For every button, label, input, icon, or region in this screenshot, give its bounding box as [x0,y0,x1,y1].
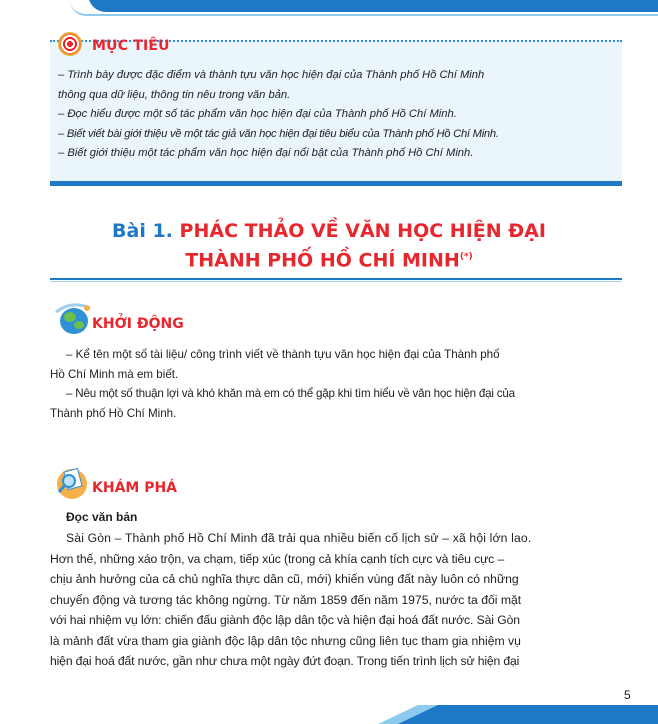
warmup-text [50,345,622,423]
top-band [0,0,658,22]
explore-title: KHÁM PHÁ [92,480,178,496]
top-band-blue [88,0,658,12]
body-line: hiện đại hoá đất nước, gần như chưa một ngày đứt đoạn. Trong tiến trình lịch sử hiện đại [50,654,520,668]
objective-line: – Đọc hiểu được một số tác phẩm văn học hiện đại của Thành phố Hồ Chí Minh. [58,108,457,120]
footer-stripe [398,705,658,724]
objective-line: – Trình bày được đặc điểm và thành tựu văn học hiện đại của Thành phố Hồ Chí Minh [58,69,485,81]
warmup-title: KHỞI ĐỘNG [92,316,184,332]
lesson-title [0,218,658,273]
lesson-title-line2: THÀNH PHỐ HỒ CHÍ MINH [185,249,460,272]
warmup-line: – Kể tên một số tài liệu/ công trình viết về thành tựu văn học hiện đại của Thành phố [66,348,500,361]
page-number: 5 [624,688,631,702]
footnote-mark: (*) [459,252,473,262]
warmup-line: Thành phố Hồ Chí Minh. [50,406,177,420]
body-line: chuyển động và tương tác không ngừng. Từ năm 1859 đến năm 1975, nước ta đối mặt [50,592,522,607]
warmup-line: Hồ Chí Minh mà em biết. [50,367,179,381]
lesson-number: Bài 1. [112,220,173,242]
objectives-title: MỤC TIÊU [92,38,170,54]
title-divider-shadow [50,281,622,282]
title-divider [50,278,622,280]
reading-subheading: Đọc văn bản [66,510,138,524]
body-line: Hơn thế, những xáo trộn, va chạm, tiếp xúc (trong cả khía cạnh tích cực và tiêu cực – [50,551,505,566]
globe-icon [52,300,92,336]
warmup-line: – Nêu một số thuận lợi và khó khăn mà em có thể gặp khi tìm hiểu về văn học hiện đại của [66,387,515,400]
target-icon [58,32,82,56]
lesson-title-line1: PHÁC THẢO VỀ VĂN HỌC HIỆN ĐẠI [179,220,546,242]
body-line: là mảnh đất vừa tham gia giành độc lập dân tộc nhưng cũng liên tục tham gia nhiệm vụ [50,633,521,648]
body-line: với hai nhiệm vụ lớn: chiến đấu giành độc lập dân tộc và hiện đại hoá đất nước. Sài Gòn [50,613,520,627]
objective-line: thông qua dữ liệu, thông tin nêu trong văn bản. [58,88,291,101]
magnifier-icon [52,464,92,500]
body-line: Sài Gòn – Thành phố Hồ Chí Minh đã trải qua nhiều biến cố lịch sử – xã hội lớn lao. [66,531,532,545]
body-line: chịu ảnh hưởng của cả chủ nghĩa thực dân cũ, mới) khiến vùng đất này luôn có những [50,572,519,586]
objectives-list [58,66,618,164]
objective-line: – Biết giới thiệu một tác phẩm văn học hiện đại nổi bật của Thành phố Hồ Chí Minh. [58,147,474,159]
objective-line: – Biết viết bài giới thiệu về một tác giả văn học hiện đại tiêu biểu của Thành phố Hồ Chí Minh. [58,127,499,140]
reading-body [50,528,622,672]
